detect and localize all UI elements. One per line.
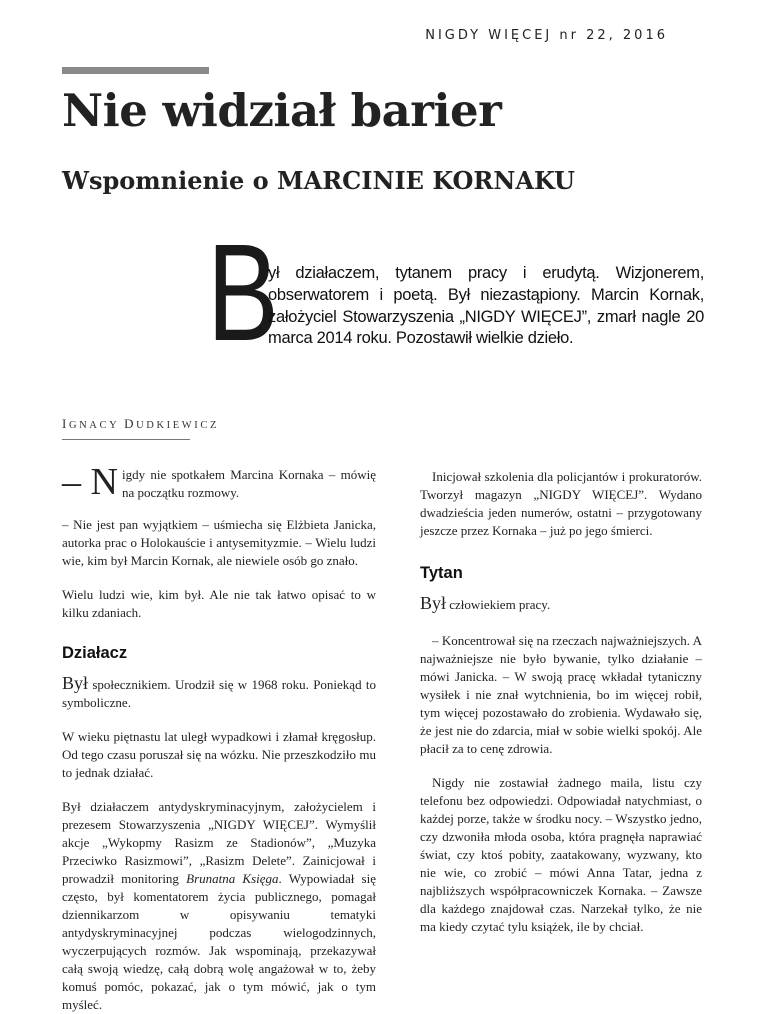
title-accent-bar [62,67,209,74]
section1-paragraph-2: W wieku piętnastu lat uległ wypadkowi i złamał kręgosłup. Od tego czasu poruszał się na wózku. Nie przeszkodziło mu to jednak działać. [62,729,376,780]
lead-drop-cap: B [207,216,279,370]
section1-p3-text-a: Był działaczem antydyskryminacyjnym, założycielem i prezesem Stowarzyszenia „NIGDY WIĘCEJ”. Wymyślił akcje „Wykopmy Rasizm ze Stadionów”, „Muzyka Przeciwko Rasizmowi”, „Rasizm Delete”. Zainicjował i prowadził monitoring [62,799,376,886]
section2-paragraph-2: – Koncentrował się na rzeczach najważniejszych. A najważniejsze nie było bywanie, tylko działanie – mówi Janicka. – W swoją pracę wkładał tytaniczny wysiłek i nie znał wytchnienia, bo im więcej robił, tym więcej pozostawało do zrobienia. Wydawało się, że jest nie do zdarcia, miał w sobie wielki spokój. Ale płacił za to cenę zdrowia. [420,633,702,756]
section-heading-tytan: Tytan [420,564,463,582]
right-column [420,468,702,936]
section1-lead-word: Był [62,673,89,693]
intro-text: igdy nie spotkałem Marcina Kornaka – mówię na początku rozmowy. [121,467,376,500]
section2-p1-text: człowiekiem pracy. [449,597,551,612]
section2-paragraph-3: Nigdy nie zostawiał żadnego maila, listu czy telefonu bez odpowiedzi. Odpowiadał natychmiast, o każdej porze, także w środku nocy. – Wszystko jedno, czy dzwoniła młoda osoba, która pragnęła naprawiać świat, czy ktoś pobity, zaatakowany, wyzwany, kto nie wie, co zrobić – mówi Anna Tatar, jedna z najbliższych współpracowniczek Kornaka. – Zawsze dla każdego znajdował czas. Narzekał tylko, że nie ma kiedy czytać tylu książek, ile by chciał. [420,775,702,934]
author-byline: IGNACY DUDKIEWICZ [62,416,220,431]
left-column [62,461,377,1014]
article-subtitle: Wspomnienie o MARCINIE KORNAKU [62,166,575,195]
intro-paragraph [62,461,376,503]
section1-p1-text: społecznikiem. Urodził się w 1968 roku. Poniekąd to symboliczne. [62,677,377,710]
section-heading-dzialacz: Działacz [62,644,128,662]
issue-header: NIGDY WIĘCEJ nr 22, 2016 [425,28,668,43]
section2-paragraph-1 [420,594,702,614]
right-paragraph-1: Inicjował szkolenia dla policjantów i prokuratorów. Tworzył magazyn „NIGDY WIĘCEJ”. Wydano dwadzieścia jeden numerów, ostatni – przygotowany jeszcze przez Kornaka – już po jego śmierci. [420,469,702,538]
intro-dropcap: – N [62,461,118,503]
section1-paragraph-1 [62,674,376,712]
lead-paragraph: ył działaczem, tytanem pracy i erudytą. Wizjonerem, obserwatorem i poetą. Był niezastąpiony. Marcin Kornak, założyciel Stowarzyszenia „NIGDY WIĘCEJ”, zmarł nagle 20 marca 2014 roku. Pozostawił wielkie dzieło. [268,264,704,348]
left-paragraph-3: Wielu ludzi wie, kim był. Ale nie tak łatwo opisać to w kilku zdaniach. [62,587,376,620]
author-rule [62,439,190,440]
left-paragraph-2: – Nie jest pan wyjątkiem – uśmiecha się Elżbieta Janicka, autorka prac o Holokauście i antysemityzmie. – Wielu ludzi wie, kim był Marcin Kornak, ale niewiele osób go znało. [62,517,376,568]
article-title: Nie widział barier [62,84,502,137]
section2-lead-word: Był [420,593,447,613]
brunatna-ksiega-title: Brunatna Księga [186,871,279,886]
section1-paragraph-3 [62,798,376,1014]
section1-p3-text-b: . Wypowiadał się często, był komentatorem życia publicznego, pomagał dziennikarzom w opisywaniu tematyki antydyskryminacyjnej podczas wielogodzinnych, wyczerpujących rozmów. Jak wspominają, przekazywał całą swoją wiedzę, całą dobrą wolę angażował w to, żeby komuś pomóc, pokazać, jak o tym mówić, jak o tym myśleć. [62,871,376,1012]
